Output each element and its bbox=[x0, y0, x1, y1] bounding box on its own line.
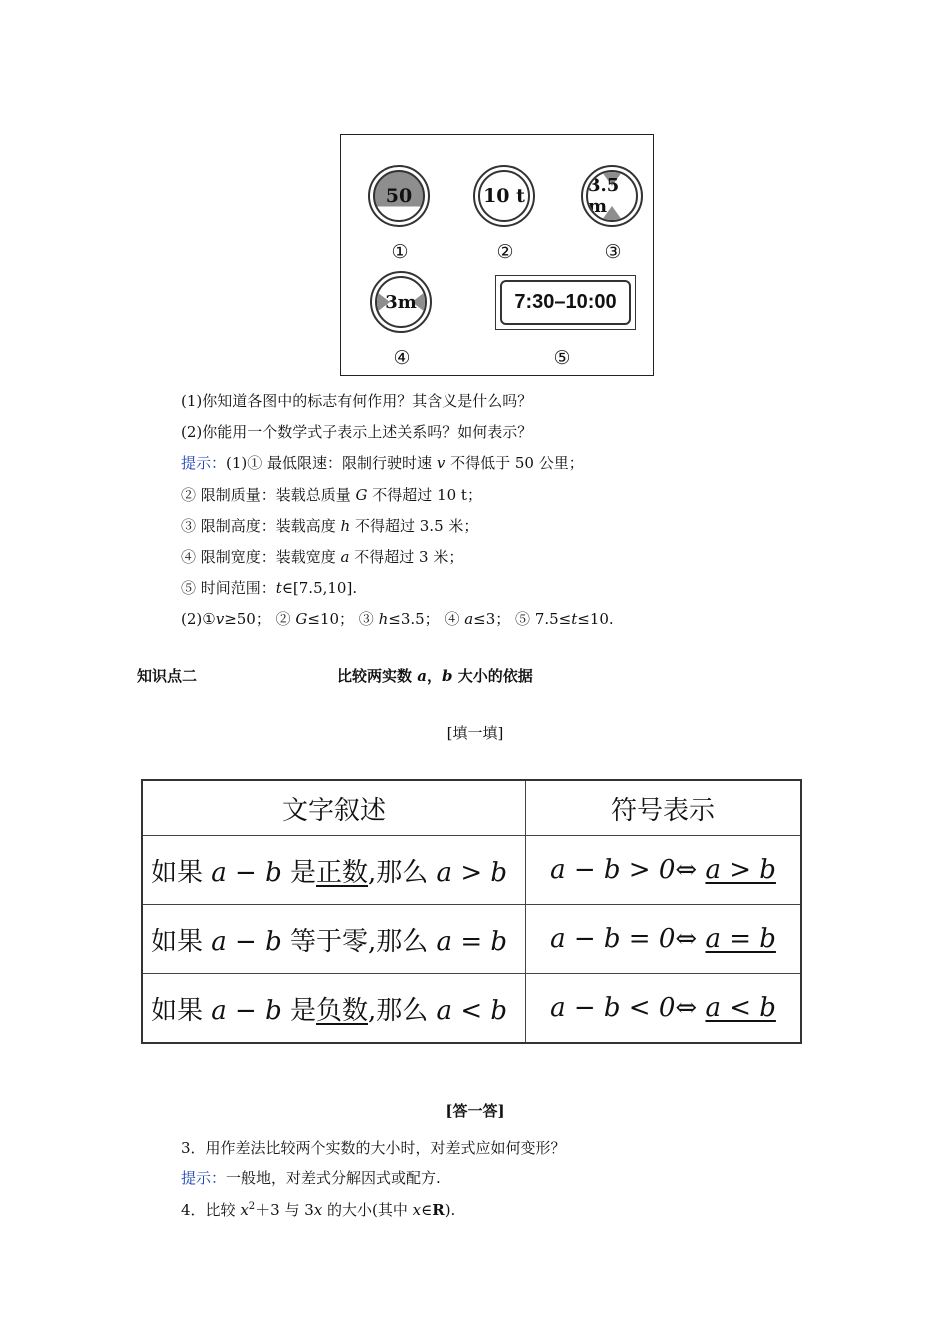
height-limit-value: 3.5 m bbox=[588, 175, 620, 217]
answer-expr: a = b bbox=[705, 924, 776, 954]
fill-heading: [填一填] bbox=[446, 724, 504, 742]
width-limit-sign bbox=[370, 271, 432, 333]
var-t: t bbox=[571, 610, 578, 628]
question-1: (1)你知道各图中的标志有何作用？其含义是什么吗？ bbox=[181, 392, 533, 410]
hint-prefix: 提示： bbox=[181, 1169, 227, 1187]
var-x: x bbox=[240, 1201, 249, 1219]
hint-text: ⑤ 时间范围： bbox=[181, 579, 276, 597]
sign-label-5: ⑤ bbox=[553, 347, 571, 369]
hint-text: 不得超过 3 米； bbox=[349, 548, 464, 566]
symbol-cell bbox=[526, 905, 802, 974]
comparison-table bbox=[141, 779, 802, 1044]
hint-line-3 bbox=[181, 516, 478, 536]
time-range-sign bbox=[495, 275, 636, 330]
hint-line-4 bbox=[181, 547, 463, 567]
var-g: G bbox=[295, 610, 308, 628]
width-limit-value: 3m bbox=[385, 291, 417, 313]
math-expr: a − b > 0⇔ bbox=[550, 855, 706, 885]
table-row bbox=[142, 974, 801, 1044]
header-description: 文字叙述 bbox=[142, 780, 526, 836]
hint-text: 不得超过 10 t； bbox=[367, 486, 482, 504]
hint-text: 一般地，对差式分解因式或配方. bbox=[226, 1169, 441, 1187]
var-a: a bbox=[464, 610, 474, 628]
description-cell bbox=[142, 836, 526, 905]
math-expr: a − b bbox=[211, 857, 282, 888]
min-speed-value: 50 bbox=[385, 185, 413, 207]
reals-symbol: R bbox=[432, 1201, 445, 1219]
math-expr: a > b bbox=[436, 857, 508, 888]
question-4 bbox=[181, 1197, 455, 1220]
section-title bbox=[337, 666, 533, 686]
answer-expr: a > b bbox=[705, 855, 776, 885]
sign-label-2: ② bbox=[496, 241, 514, 263]
math-expr: a − b < 0⇔ bbox=[550, 993, 706, 1023]
hint-line-2 bbox=[181, 485, 482, 505]
section-title-text: ， bbox=[426, 667, 442, 685]
hint-text: 不得低于 50 公里； bbox=[445, 454, 584, 472]
hint-text: (2)① bbox=[181, 610, 216, 628]
var-h: h bbox=[340, 517, 351, 535]
answer-word: 正数 bbox=[316, 857, 369, 888]
hint-text: ≥50； ② bbox=[224, 610, 296, 628]
cell-text: ,那么 bbox=[368, 926, 437, 957]
var-v: v bbox=[436, 454, 446, 472]
section-label: 知识点二 bbox=[137, 667, 198, 685]
exponent: 2 bbox=[248, 1201, 256, 1212]
hint-text: (1)① 最低限速：限制行驶时速 bbox=[226, 454, 437, 472]
hint-text: ≤3.5； ④ bbox=[388, 610, 465, 628]
cell-text: 如果 bbox=[151, 995, 212, 1026]
cell-text: 是 bbox=[281, 995, 316, 1026]
header-symbol: 符号表示 bbox=[526, 780, 802, 836]
cell-text: ,那么 bbox=[368, 857, 437, 888]
hint-text: ② 限制质量：装载总质量 bbox=[181, 486, 356, 504]
var-x: x bbox=[313, 1201, 323, 1219]
description-cell bbox=[142, 974, 526, 1044]
sign-label-3: ③ bbox=[604, 241, 622, 263]
weight-limit-value: 10 t bbox=[483, 185, 525, 207]
table-row bbox=[142, 836, 801, 905]
symbol-cell bbox=[526, 836, 802, 905]
section-title-text: 大小的依据 bbox=[452, 667, 533, 685]
description-cell bbox=[142, 905, 526, 974]
var-t: t bbox=[275, 579, 282, 597]
hint-text: ③ 限制高度：装载高度 bbox=[181, 517, 341, 535]
q4-text: 4．比较 bbox=[181, 1201, 241, 1219]
answer-word: 等于零 bbox=[290, 926, 369, 957]
var-a: a bbox=[340, 548, 350, 566]
math-expr: a − b bbox=[211, 995, 282, 1026]
hint-text: ≤10； ③ bbox=[307, 610, 379, 628]
min-speed-sign bbox=[368, 165, 430, 227]
hint-line-6 bbox=[181, 609, 614, 629]
cell-text bbox=[282, 927, 290, 957]
sign-label-1: ① bbox=[391, 241, 409, 263]
hint-text: ≤10. bbox=[577, 610, 614, 628]
math-expr: a − b = 0⇔ bbox=[550, 924, 706, 954]
symbol-cell bbox=[526, 974, 802, 1044]
q4-text: 的大小(其中 bbox=[322, 1201, 413, 1219]
math-expr: a = b bbox=[436, 926, 508, 957]
var-x: x bbox=[412, 1201, 422, 1219]
cell-text: 是 bbox=[281, 857, 316, 888]
table-row bbox=[142, 905, 801, 974]
hint-2 bbox=[181, 1168, 441, 1188]
height-limit-sign bbox=[581, 165, 643, 227]
sign-label-4: ④ bbox=[393, 347, 411, 369]
var-g: G bbox=[355, 486, 368, 504]
hint-text: ≤3； ⑤ 7.5≤ bbox=[473, 610, 572, 628]
math-expr: a < b bbox=[436, 995, 508, 1026]
question-2: (2)你能用一个数学式子表示上述关系吗？如何表示？ bbox=[181, 423, 533, 441]
q4-text: ∈ bbox=[421, 1201, 433, 1219]
table-header-row bbox=[142, 780, 801, 836]
section-title-text: 比较两实数 bbox=[337, 667, 418, 685]
question-3: 3．用作差法比较两个实数的大小时，对差式应如何变形？ bbox=[181, 1139, 566, 1157]
math-expr: a − b bbox=[211, 926, 282, 957]
answer-heading: [答一答] bbox=[445, 1102, 505, 1120]
var-v: v bbox=[215, 610, 225, 628]
var-h: h bbox=[378, 610, 389, 628]
var-b: b bbox=[441, 667, 453, 685]
hint-text: 不得超过 3.5 米； bbox=[350, 517, 479, 535]
cell-text: 如果 bbox=[151, 926, 212, 957]
q4-text: ＋3 与 3 bbox=[255, 1201, 314, 1219]
hint-text: ∈[7.5,10]. bbox=[281, 579, 358, 597]
q4-text: ). bbox=[444, 1201, 456, 1219]
weight-limit-sign bbox=[473, 165, 535, 227]
traffic-signs-figure bbox=[340, 134, 654, 376]
answer-expr: a < b bbox=[705, 993, 776, 1023]
hint-line-1 bbox=[181, 453, 584, 473]
var-a: a bbox=[417, 667, 427, 685]
time-range-value: 7:30–10:00 bbox=[500, 280, 631, 325]
cell-text: ,那么 bbox=[368, 995, 437, 1026]
hint-text: ④ 限制宽度：装载宽度 bbox=[181, 548, 341, 566]
cell-text: 如果 bbox=[151, 857, 212, 888]
hint-prefix: 提示： bbox=[181, 454, 227, 472]
answer-word: 负数 bbox=[316, 995, 369, 1026]
hint-line-5 bbox=[181, 578, 357, 598]
